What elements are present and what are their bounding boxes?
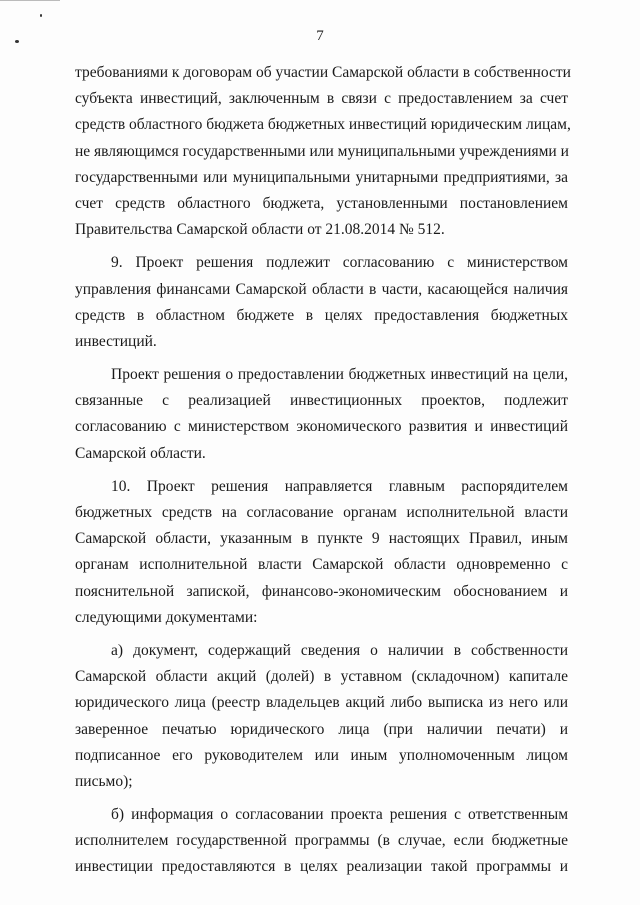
paragraph-item-10	[75, 474, 568, 631]
text-line: государственными или муниципальными унитарными предприятиями, за	[75, 168, 568, 186]
paragraph-item-10-a	[75, 638, 568, 795]
text-line: Правительства Самарской области от 21.08.2014 № 512.	[75, 221, 445, 239]
text-line: а) документ, содержащий сведения о наличии в собственности	[111, 641, 568, 659]
paragraph-continuation	[75, 60, 571, 243]
text-line: средств в областном бюджете в целях предоставления бюджетных	[75, 306, 568, 324]
scan-speck	[40, 14, 42, 17]
text-line: Проект решения о предоставлении бюджетных инвестиций на цели,	[111, 366, 568, 384]
text-line: Самарской области, указанным в пункте 9 настоящих Правил, иным	[75, 530, 568, 548]
document-body	[75, 60, 571, 881]
text-line: средств областного бюджета бюджетных инвестиций юридическим лицам,	[75, 116, 571, 134]
text-line: бюджетных средств на согласование органам исполнительной власти	[75, 504, 568, 521]
text-line: Самарской области акций (долей) в уставном (складочном) капитале	[75, 668, 568, 686]
page-number: 7	[316, 28, 324, 44]
text-line: субъекта инвестиций, заключенным в связи с предоставлением за счет	[75, 90, 568, 108]
text-line: согласованию с министерством экономического развития и инвестиций	[75, 418, 568, 436]
text-line: счет средств областного бюджета, установленными постановлением	[75, 194, 568, 212]
text-line: письмо);	[75, 772, 133, 790]
paragraph-item-10-b	[75, 802, 568, 881]
text-line: следующими документами:	[75, 608, 258, 626]
text-line: Самарской области.	[75, 444, 206, 462]
text-line: органам исполнительной власти Самарской области одновременно с	[75, 556, 568, 574]
paragraph-item-9-note	[75, 362, 568, 467]
text-line: требованиями к договорам об участии Самарской области в собственности	[75, 64, 571, 81]
paragraph-item-9	[75, 250, 568, 355]
text-line: б) информация о согласовании проекта решения с ответственным	[111, 806, 568, 824]
text-line: инвестиции предоставляются в целях реализации такой программы и	[75, 858, 568, 876]
text-line: пояснительной запиской, финансово-экономическим обоснованием и	[75, 582, 568, 600]
text-line: исполнителем государственной программы (в случае, если бюджетные	[75, 832, 568, 850]
text-line: управления финансами Самарской области в части, касающейся наличия	[75, 280, 568, 298]
text-line: заверенное печатью юридического лица (при наличии печати) и	[75, 720, 568, 738]
text-line: 9. Проект решения подлежит согласованию с министерством	[111, 254, 568, 272]
text-line: юридического лица (реестр владельцев акций либо выписка из него или	[75, 694, 568, 712]
text-line: 10. Проект решения направляется главным распорядителем	[111, 477, 568, 495]
text-line: подписанное его руководителем или иным уполномоченным лицом	[75, 746, 568, 764]
text-line: не являющимся государственными или муниципальными учреждениями и	[75, 142, 569, 160]
scan-edge-line	[0, 0, 60, 1]
text-line: связанные с реализацией инвестиционных проектов, подлежит	[75, 392, 568, 410]
text-line: инвестиций.	[75, 332, 157, 350]
